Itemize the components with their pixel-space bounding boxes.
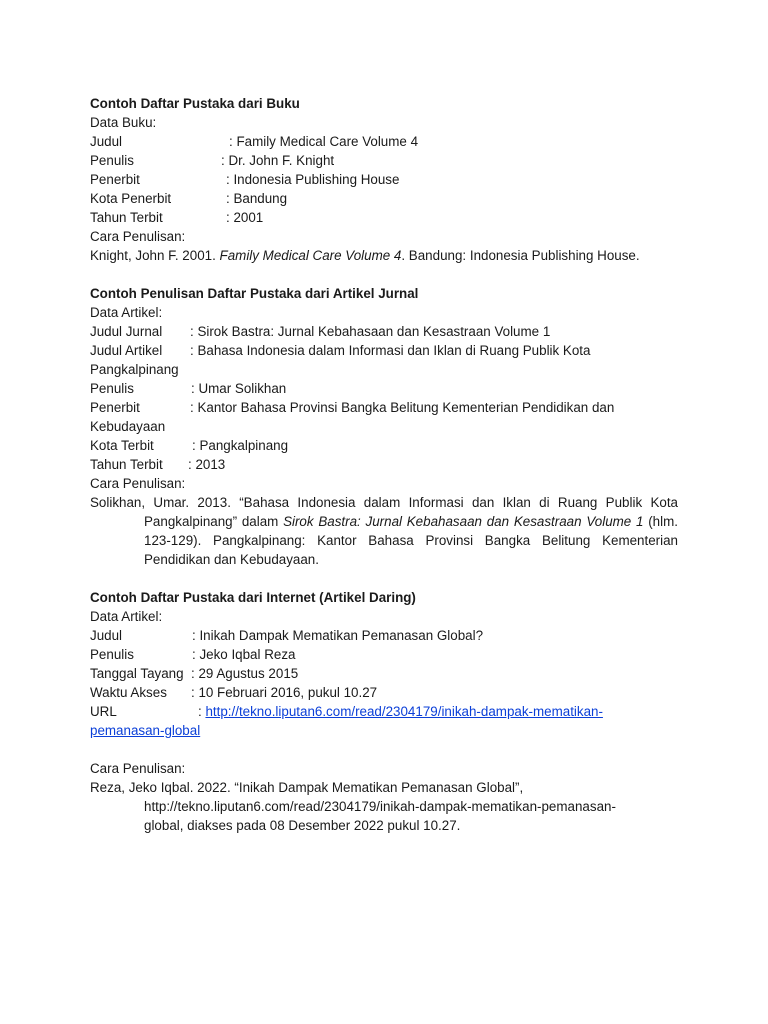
field-row-continued: [90, 721, 678, 740]
data-label: Data Artikel:: [90, 305, 163, 320]
field-value: Pangkalpinang: [90, 362, 179, 377]
citation-text: Solikhan, Umar. 2013. “Bahasa Indonesia dalam Informasi dan Iklan di Ruang Publik Kota Pangkalpinang” dalam: [90, 495, 678, 529]
citation-title: Sirok Bastra: Jurnal Kebahasaan dan Kesastraan Volume 1: [283, 514, 644, 529]
field-value: : Jeko Iqbal Reza: [192, 647, 296, 662]
field-row: [90, 189, 678, 208]
field-row-continued: [90, 360, 678, 379]
data-label: Data Buku:: [90, 115, 157, 130]
document-page: [90, 94, 678, 835]
citation-text: Knight, John F. 2001.: [90, 248, 220, 263]
field-label: Penerbit: [90, 400, 140, 415]
section-heading-internet: Contoh Daftar Pustaka dari Internet (Artikel Daring): [90, 590, 416, 605]
field-value: : Family Medical Care Volume 4: [229, 134, 419, 149]
field-value: Kebudayaan: [90, 419, 166, 434]
field-value: : Bahasa Indonesia dalam Informasi dan Iklan di Ruang Publik Kota: [190, 343, 591, 358]
field-value: : Umar Solikhan: [191, 381, 287, 396]
section-heading-jurnal: Contoh Penulisan Daftar Pustaka dari Artikel Jurnal: [90, 286, 419, 301]
field-label: Waktu Akses: [90, 685, 167, 700]
field-row: [90, 664, 678, 683]
cara-penulisan-label: Cara Penulisan:: [90, 761, 186, 776]
field-label: Penulis: [90, 153, 134, 168]
field-label: Penulis: [90, 381, 134, 396]
citation-internet-line: global, diakses pada 08 Desember 2022 pukul 10.27.: [144, 818, 461, 833]
citation-jurnal: [90, 493, 678, 569]
citation-title: Family Medical Care Volume 4: [219, 248, 402, 263]
cara-penulisan-label: Cara Penulisan:: [90, 476, 186, 491]
cara-penulisan-label: Cara Penulisan:: [90, 229, 186, 244]
field-value: : Kantor Bahasa Provinsi Bangka Belitung Kementerian Pendidikan dan: [190, 400, 615, 415]
field-row-url: [90, 702, 678, 721]
field-label: Tahun Terbit: [90, 457, 163, 472]
field-label: Penulis: [90, 647, 134, 662]
field-label: URL: [90, 704, 117, 719]
field-label: Kota Penerbit: [90, 191, 172, 206]
field-value: : Dr. John F. Knight: [221, 153, 335, 168]
url-link-continued[interactable]: pemanasan-global: [90, 723, 201, 738]
field-label: Judul: [90, 134, 123, 149]
url-link[interactable]: http://tekno.liputan6.com/read/2304179/inikah-dampak-mematikan-: [205, 704, 603, 719]
field-value: : 29 Agustus 2015: [191, 666, 299, 681]
citation-buku: [90, 246, 678, 265]
field-label: Tahun Terbit: [90, 210, 163, 225]
field-row: [90, 455, 678, 474]
field-value: : 10 Februari 2016, pukul 10.27: [191, 685, 378, 700]
field-label: Judul: [90, 628, 123, 643]
field-row: [90, 151, 678, 170]
field-row: [90, 436, 678, 455]
field-row-continued: [90, 417, 678, 436]
field-value: : 2001: [226, 210, 264, 225]
field-row: [90, 645, 678, 664]
field-colon: :: [198, 704, 206, 719]
field-value: : Indonesia Publishing House: [226, 172, 400, 187]
field-row: [90, 322, 678, 341]
citation-internet-line: http://tekno.liputan6.com/read/2304179/inikah-dampak-mematikan-pemanasan-: [144, 799, 616, 814]
data-label: Data Artikel:: [90, 609, 163, 624]
field-row: [90, 208, 678, 227]
citation-text: . Bandung: Indonesia Publishing House.: [401, 248, 640, 263]
field-label: Kota Terbit: [90, 438, 154, 453]
field-row: [90, 132, 678, 151]
field-label: Penerbit: [90, 172, 140, 187]
field-label: Judul Artikel: [90, 343, 163, 358]
section-heading-buku: Contoh Daftar Pustaka dari Buku: [90, 96, 300, 111]
citation-internet-line: Reza, Jeko Iqbal. 2022. “Inikah Dampak Mematikan Pemanasan Global”,: [90, 780, 524, 795]
field-row: [90, 398, 678, 417]
field-label: Tanggal Tayang: [90, 666, 184, 681]
field-row: [90, 626, 678, 645]
field-value: : Bandung: [226, 191, 288, 206]
field-value: : 2013: [188, 457, 226, 472]
field-value: : Sirok Bastra: Jurnal Kebahasaan dan Kesastraan Volume 1: [190, 324, 551, 339]
field-value: : Pangkalpinang: [192, 438, 289, 453]
field-row: [90, 170, 678, 189]
field-row: [90, 683, 678, 702]
citation-text: (hlm. 123-129). Pangkalpinang: Kantor Bahasa Provinsi Bangka Belitung Kementerian Pendidikan dan Kebudayaan.: [144, 514, 678, 567]
field-row: [90, 379, 678, 398]
field-row: [90, 341, 678, 360]
field-value: : Inikah Dampak Mematikan Pemanasan Global?: [192, 628, 484, 643]
field-label: Judul Jurnal: [90, 324, 163, 339]
